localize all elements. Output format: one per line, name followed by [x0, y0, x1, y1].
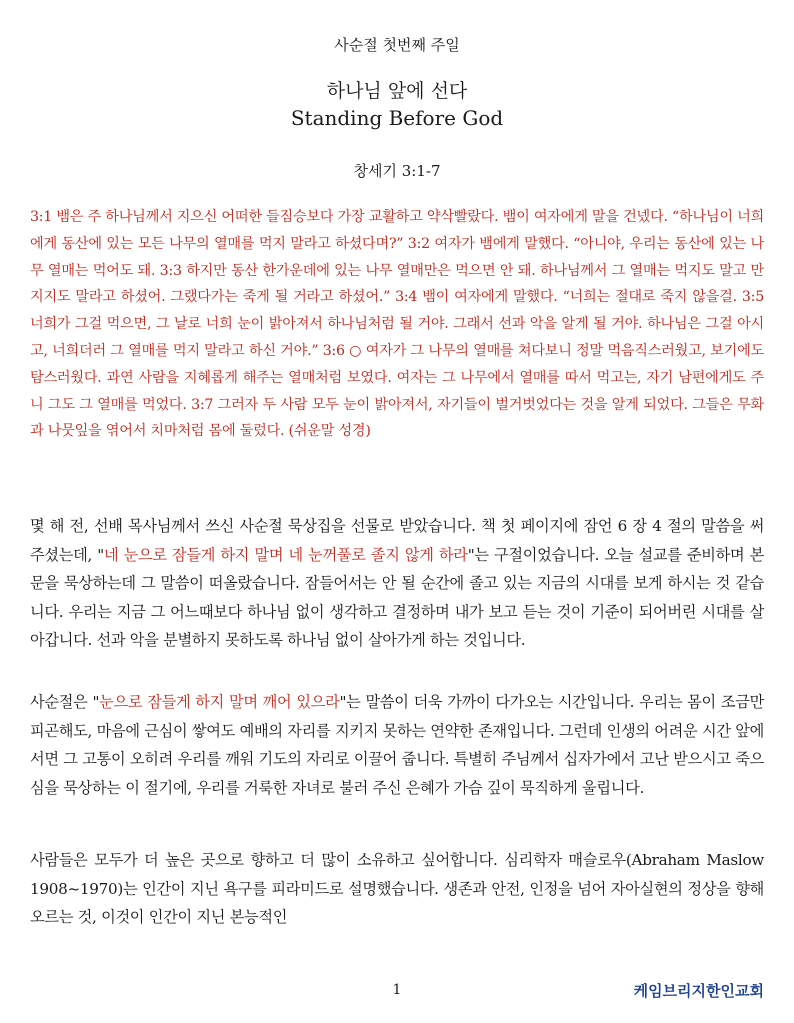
- paragraph-1: [30, 512, 764, 655]
- scripture-passage: 3:1 뱀은 주 하나님께서 지으신 어떠한 들짐승보다 가장 교활하고 약삭빨랐다. 뱀이 여자에게 말을 건넸다. “하나님이 너희에게 동산에 있는 모든 나무의 열매를 먹지 말라고 하셨다며?” 3:2 여자가 뱀에게 말했다. “아니야, 우리는 동산에 있는 나무 열매는 먹어도 돼. 3:3 하지만 동산 한가운데에 있는 나무 열매만은 먹으면 안 돼. 하나님께서 그 열매는 먹지도 말고 만지지도 말라고 하셨어. 그랬다가는 죽게 될 거라고 하셨어.” 3:4 뱀이 여자에게 말했다. “너희는 절대로 죽지 않을걸. 3:5 너희가 그걸 먹으면, 그 날로 너희 눈이 밝아져서 하나님처럼 될 거야. 그래서 선과 악을 알게 될 거야. 하나님은 그걸 아시고, 너희더러 그 열매를 먹지 말라고 하신 거야.” 3:6 ○ 여자가 그 나무의 열매를 쳐다보니 정말 먹음직스러웠고, 보기에도 탐스러웠다. 과연 사람을 지혜롭게 해주는 열매처럼 보였다. 여자는 그 나무에서 열매를 따서 먹고는, 자기 남편에게도 주니 그도 그 열매를 먹었다. 3:7 그러자 두 사람 모두 눈이 밝아져서, 자기들이 벌거벗었다는 것을 알게 되었다. 그들은 무화과 나뭇잎을 엮어서 치마처럼 몸에 둘렀다. (쉬운말 성경): [30, 209, 764, 440]
- page-number: 1: [392, 982, 402, 998]
- paragraph-1-text-before: 몇 해 전, 선배 목사님께서 쓰신 사순절 묵상집을 선물로 받았습니다. 책 첫 페이지에 잠언 6 장 4 절의 말씀을 써 주셨는데, ": [30, 517, 764, 564]
- paragraph-2-text-after: "는 말씀이 더욱 가까이 다가오는 시간입니다. 우리는 몸이 조금만 피곤해도, 마음에 근심이 쌓여도 예배의 자리를 지키지 못하는 연약한 존재입니다. 그런데 인생의 어려운 시간 앞에 서면 그 고통이 오히려 우리를 깨워 기도의 자리로 이끌어 줍니다. 특별히 주님께서 십자가에서 고난 받으시고 죽으심을 묵상하는 이 절기에, 우리를 거룩한 자녀로 불러 주신 은혜가 가슴 깊이 묵직하게 울립니다.: [30, 693, 764, 797]
- paragraph-1-text-after: "는 구절이었습니다. 오늘 설교를 준비하며 본문을 묵상하는데 그 말씀이 떠올랐습니다. 잠들어서는 안 될 순간에 졸고 있는 지금의 시대를 보게 하시는 것 같습니다. 우리는 지금 그 어느때보다 하나님 없이 생각하고 결정하며 내가 보고 듣는 것이 기준이 되어버린 시대를 살아갑니다. 선과 악을 분별하지 못하도록 하나님 없이 살아가게 하는 것입니다.: [30, 545, 764, 650]
- season-heading: 사순절 첫번째 주일: [334, 36, 460, 54]
- church-name: 케임브리지한인교회: [633, 982, 764, 1000]
- passage-reference: 창세기 3:1-7: [353, 162, 441, 180]
- sermon-title-english: Standing Before God: [290, 106, 504, 130]
- proverbs-quote: 네 눈으로 잠들게 하지 말며 네 눈꺼풀로 졸지 않게 하라: [103, 545, 468, 564]
- paragraph-3: 사람들은 모두가 더 높은 곳으로 향하고 더 많이 소유하고 싶어합니다. 심리학자 매슬로우(Abraham Maslow 1908~1970)는 인간이 지닌 욕구를 피라미드로 설명했습니다. 생존과 안전, 인정을 넘어 자아실현의 정상을 향해 오르는 것, 이것이 인간이 지닌 본능적인: [30, 851, 764, 927]
- watchful-quote: 눈으로 잠들게 하지 말며 깨어 있으라: [99, 693, 340, 711]
- sermon-title-korean: 하나님 앞에 선다: [326, 80, 468, 102]
- paragraph-2-text-before: 사순절은 ": [30, 693, 100, 711]
- paragraph-2: [30, 688, 764, 802]
